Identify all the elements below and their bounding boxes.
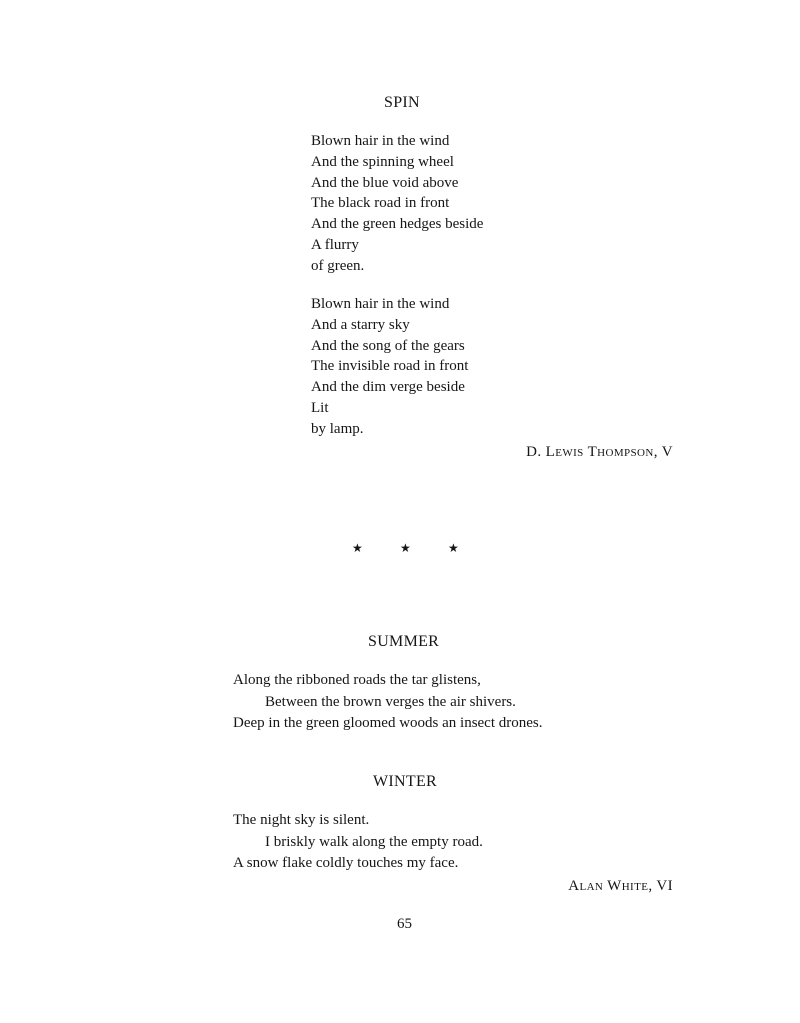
poem-line: I briskly walk along the empty road. [265, 833, 483, 850]
poem-line: And a starry sky [311, 316, 410, 333]
poem-line: And the green hedges beside [311, 216, 484, 233]
star-icon: ★ [400, 541, 411, 555]
section-separator [348, 538, 468, 558]
poem-line: Deep in the green gloomed woods an insect drones. [233, 715, 543, 731]
star-icon: ★ [448, 541, 459, 555]
poem-body [233, 670, 543, 735]
star-icon: ★ [352, 541, 363, 555]
author-credit: Alan White, VI [568, 878, 673, 894]
poem-line: Between the brown verges the air shivers. [265, 693, 516, 710]
poem-line: And the blue void above [311, 174, 459, 191]
poem-line: The black road in front [311, 195, 450, 212]
stanza [311, 131, 483, 277]
poem-line: Lit [311, 399, 329, 416]
poem-line: by lamp. [311, 420, 364, 437]
poem-line: A snow flake coldly touches my face. [233, 855, 459, 871]
poem-title-summer: SUMMER [368, 633, 440, 650]
poem-line: The night sky is silent. [233, 812, 370, 828]
stanza [311, 294, 468, 440]
poem-line: A flurry [311, 236, 359, 253]
poem-title-spin: SPIN [384, 94, 420, 111]
poem-line: of green. [311, 257, 365, 274]
poem-line: The invisible road in front [311, 358, 469, 375]
author-credit: D. Lewis Thompson, V [526, 444, 673, 460]
page-number: 65 [397, 916, 412, 932]
poem-title-winter: WINTER [373, 773, 438, 790]
poem-body [233, 810, 483, 875]
poem-line: And the spinning wheel [311, 153, 454, 170]
poem-line: And the dim verge beside [311, 379, 465, 396]
poem-line: Along the ribboned roads the tar glistens, [233, 672, 481, 688]
poem-line: Blown hair in the wind [311, 296, 450, 312]
poem-line: And the song of the gears [311, 337, 465, 354]
poem-line: Blown hair in the wind [311, 133, 450, 149]
